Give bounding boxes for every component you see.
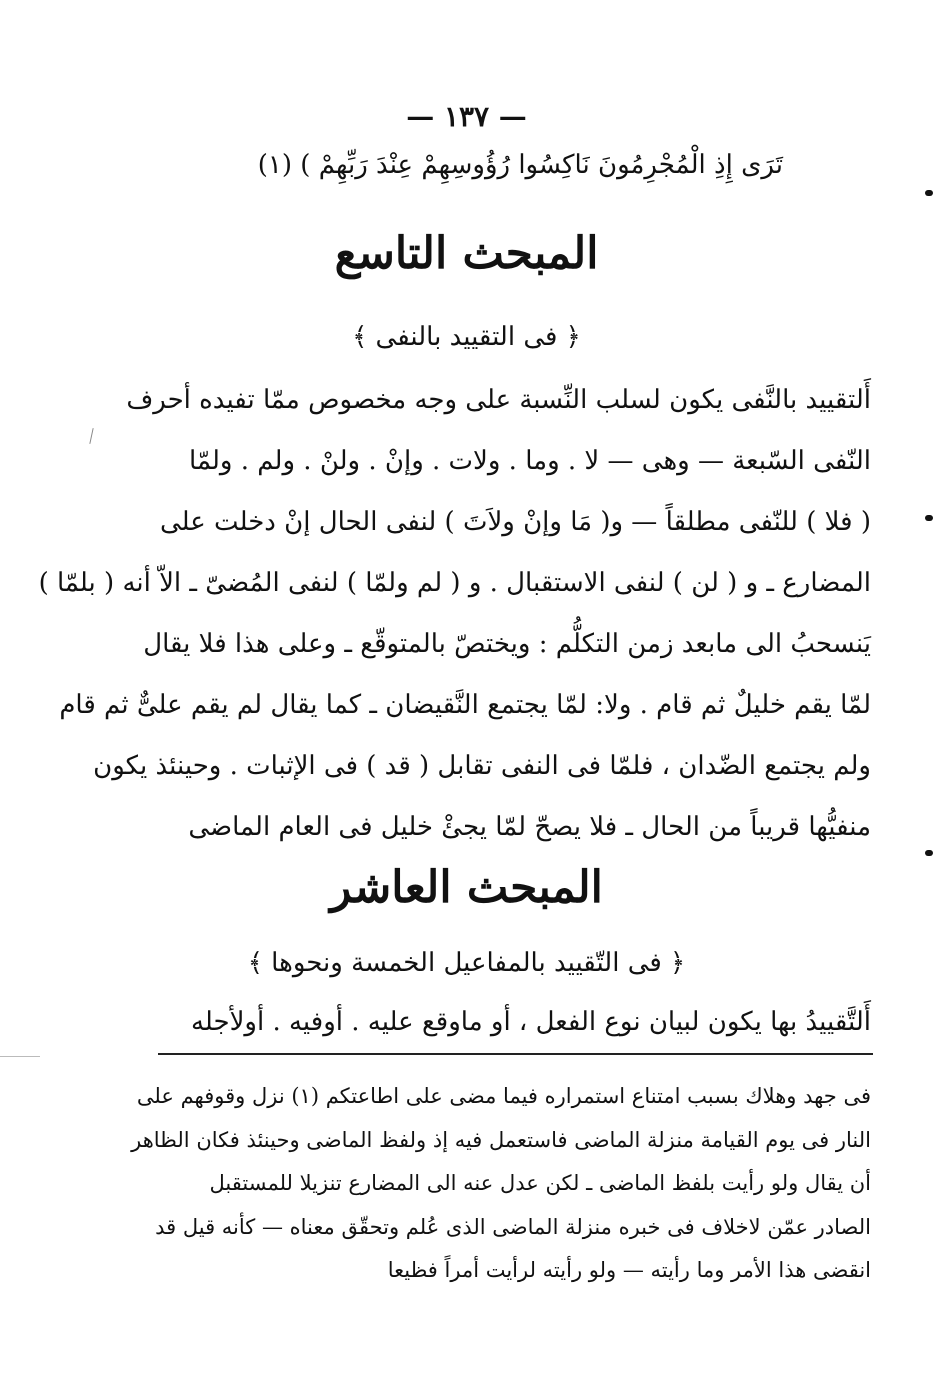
body-line: النّفى السّبعة — وهى — لا . وما . ولات . وإنْ . ولنْ . ولم . ولمّا — [189, 446, 871, 476]
body-line: ( فلا ) للنّفى مطلقاً — و( مَا وإنْ ولاَتَ ) لنفى الحال إنْ دخلت على — [160, 507, 871, 537]
body-line: أَلتقييد بالنَّفى يكون لسلب النِّسبة على وجه مخصوص ممّا تفيده أحرف — [126, 385, 871, 415]
footnote-line: أن يقال ولو رأيت بلفظ الماضى ـ لكن عدل عنه الى المضارع تنزيلا للمستقبل — [209, 1171, 871, 1195]
body-line: أَلتَّقييدُ بها يكون لبيان نوع الفعل ، أو ماوقع عليه . أوفيه . أولأجله — [190, 1007, 871, 1037]
section-ten-heading: المبحث العاشر — [330, 862, 603, 913]
footnote — [131, 1075, 871, 1293]
section-ten-body — [161, 992, 871, 1053]
body-line: لمّا يقم خليلٌ ثم قام . ولا: لمّا يجتمع النَّقيضان ـ كما يقال لم يقم علىٌّ ثم قام — [59, 690, 871, 720]
body-line: منفيُّها قريباً من الحال ـ فلا يصحّ لمّا يجئْ خليل فى العام الماضى — [188, 812, 871, 842]
body-line: يَنسحبُ الى مابعد زمن التكلُّم : ويختصّ بالمتوقّع ـ وعلى هذا فلا يقال — [143, 629, 871, 659]
footnote-line: النار فى يوم القيامة منزلة الماضى فاستعمل فيه إذ ولفظ الماضى وحينئذ فكان الظاهر — [131, 1127, 871, 1152]
page-number: — ١٣٧ — — [406, 100, 527, 133]
footnote-line: فى جهد وهلاك بسبب امتناع استمراره فيما مضى على اطاعتكم (١) نزل وقوفهم على — [136, 1084, 871, 1108]
body-line: المضارع ـ و ( لن ) لنفى الاستقبال . و ( لم ولمّا ) لنفى المُضىّ ـ الاّ أنه ( بلمّا ) — [38, 568, 871, 598]
body-line: ولم يجتمع الضّدان ، فلمّا فى النفى تقابل ( قد ) فى الإثبات . وحينئذ يكون — [93, 751, 871, 781]
footnote-divider — [158, 1053, 873, 1055]
footnote-line: الصادر عمّن لاخلاف فى خبره منزلة الماضى الذى عُلم وتحقّق معناه — كأنه قيل قد — [155, 1214, 871, 1239]
footnote-line: انقضى هذا الأمر وما رأيته — ولو رأيته لرأيت أمراً فظيعا — [387, 1258, 871, 1282]
quran-verse-line: تَرَى إِذِ الْمُجْرِمُونَ نَاكِسُوا رُؤُوسِهِمْ عِنْدَ رَبِّهِمْ ) (١) — [257, 150, 783, 180]
section-nine-subtitle: ﴿ فى التقييد بالنفى ﴾ — [352, 322, 581, 352]
scan-edge-line — [0, 1056, 40, 1057]
scan-edge-mark — [925, 515, 933, 521]
section-nine-body — [38, 370, 871, 858]
scan-edge-mark — [925, 850, 933, 856]
scan-edge-mark — [925, 190, 933, 196]
section-ten-subtitle: ﴿ فى التّقييد بالمفاعيل الخمسة ونحوها ﴾ — [247, 948, 686, 978]
scan-stray-mark — [89, 428, 93, 444]
section-nine-heading: المبحث التاسع — [334, 228, 599, 279]
